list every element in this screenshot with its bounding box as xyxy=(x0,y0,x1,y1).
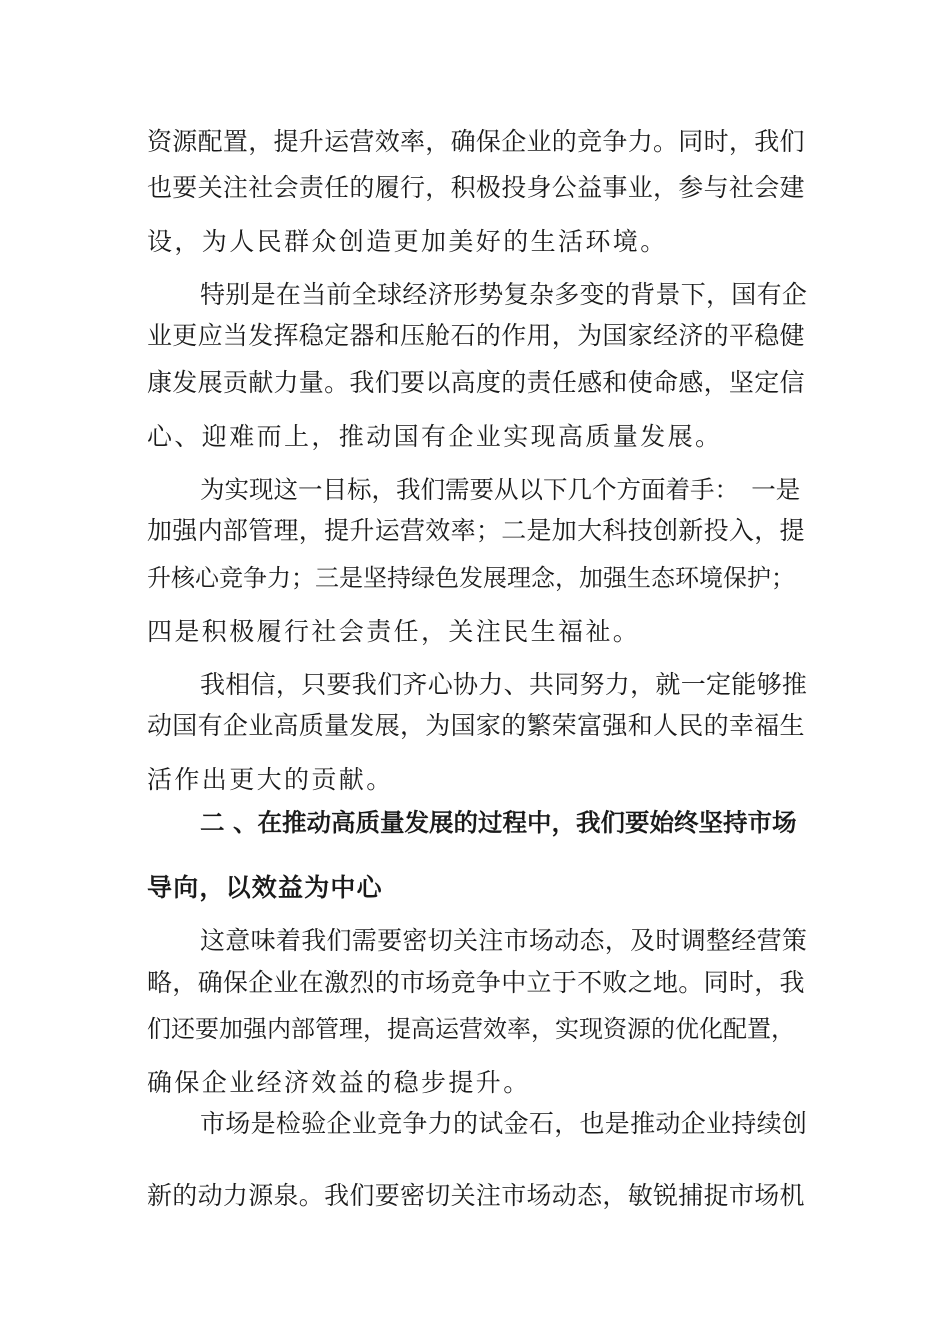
text-line: 升核心竞争力；三是坚持绿色发展理念，加强生态环境保护； xyxy=(147,564,795,592)
paragraph-first-line: 特别是在当前全球经济形势复杂多变的背景下，国有企 xyxy=(200,280,808,309)
paragraph-first-line: 为实现这一目标，我们需要从以下几个方面着手： 一是 xyxy=(200,475,801,504)
text-line: 心、迎难而上，推动国有企业实现高质量发展。 xyxy=(147,422,723,451)
paragraph-first-line: 这意味着我们需要密切关注市场动态，及时调整经营策 xyxy=(200,926,808,955)
text-line: 们还要加强内部管理，提高运营效率，实现资源的优化配置， xyxy=(147,1015,795,1043)
text-line: 加强内部管理，提升运营效率；二是加大科技创新投入，提 xyxy=(147,516,805,545)
text-line: 略，确保企业在激烈的市场竞争中立于不败之地。同时，我 xyxy=(147,968,805,997)
text-line: 动国有企业高质量发展，为国家的繁荣富强和人民的幸福生 xyxy=(147,711,805,740)
text-line: 业更应当发挥稳定器和压舱石的作用，为国家经济的平稳健 xyxy=(147,321,805,350)
text-line: 康发展贡献力量。我们要以高度的责任感和使命感，坚定信 xyxy=(147,368,805,397)
section-heading-continued: 导向，以效益为中心 xyxy=(147,873,383,902)
section-heading: 二 、在推动高质量发展的过程中，我们要始终坚持市场 xyxy=(200,808,797,837)
text-line: 新的动力源泉。我们要密切关注市场动态，敏锐捕捉市场机 xyxy=(147,1181,805,1210)
text-line: 活作出更大的贡献。 xyxy=(147,765,394,794)
text-line: 资源配置，提升运营效率，确保企业的竞争力。同时，我们 xyxy=(147,127,805,156)
text-line: 也要关注社会责任的履行，积极投身公益事业，参与社会建 xyxy=(147,173,805,202)
text-line: 设，为人民群众创造更加美好的生活环境。 xyxy=(147,227,668,256)
text-line: 四是积极履行社会责任，关注民生福祉。 xyxy=(147,617,641,646)
paragraph-first-line: 我相信，只要我们齐心协力、共同努力，就一定能够推 xyxy=(200,670,808,699)
paragraph-first-line: 市场是检验企业竞争力的试金石，也是推动企业持续创 xyxy=(200,1109,808,1138)
text-line: 确保企业经济效益的稳步提升。 xyxy=(147,1068,531,1097)
